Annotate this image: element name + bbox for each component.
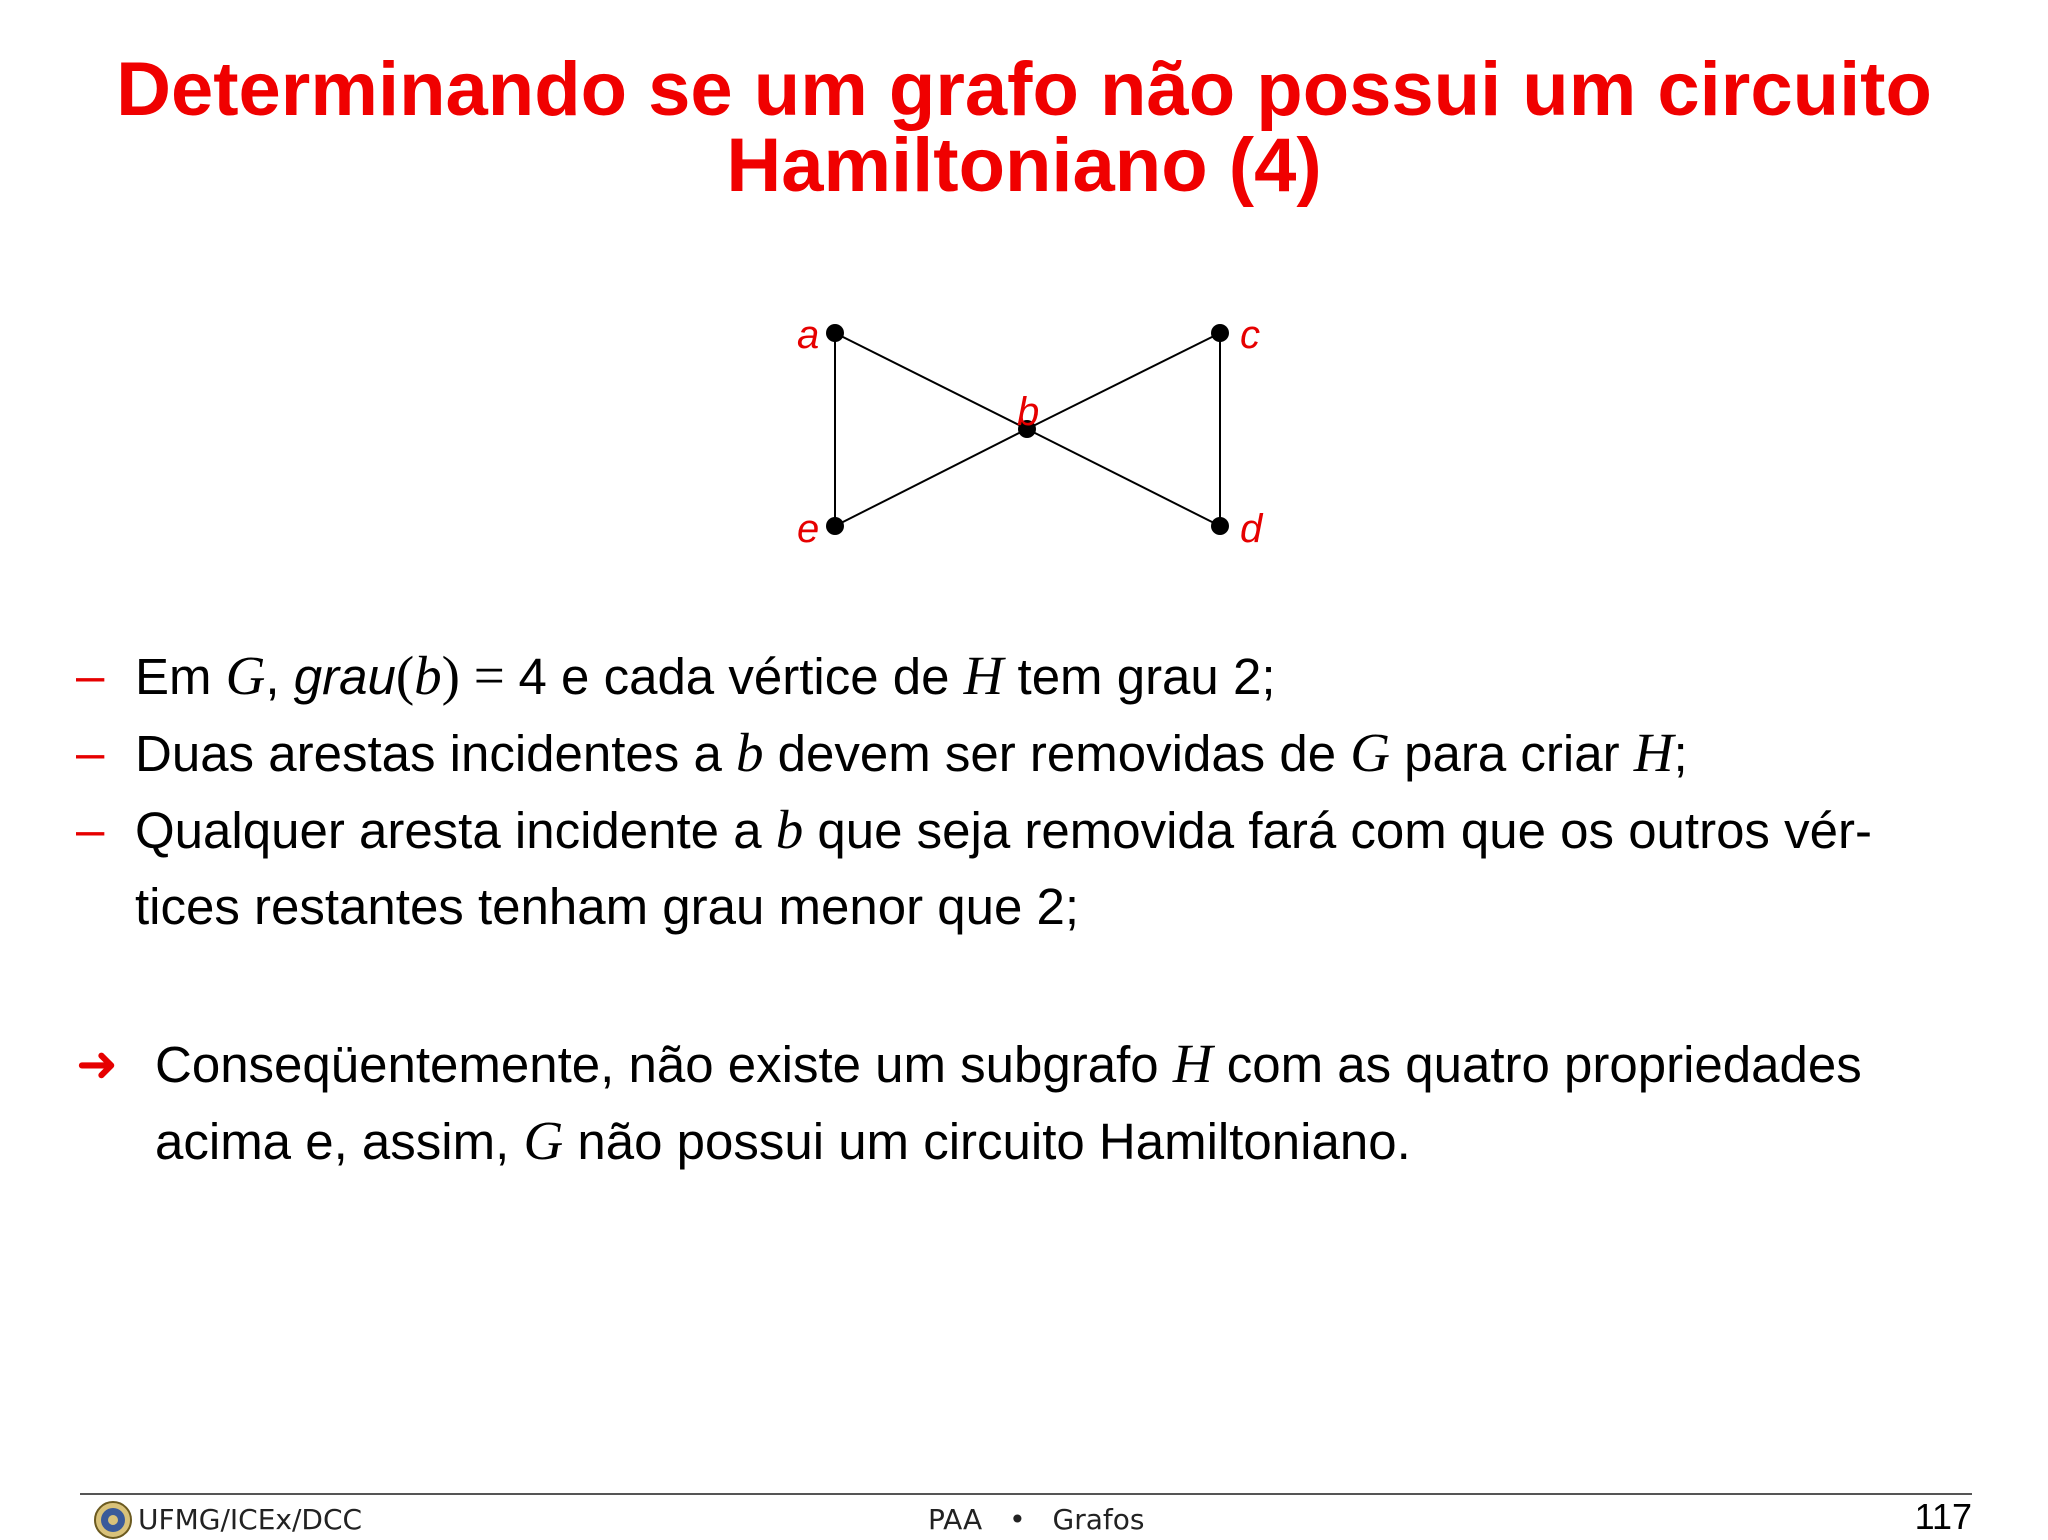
title-line-2: Hamiltoniano (4) [726,123,1322,208]
footer-institution: UFMG/ICEx/DCC [138,1503,363,1536]
footer-divider [80,1493,1972,1495]
vertex-label-d: d [1240,507,1263,551]
edge-b-c [1027,333,1220,429]
vertex-a [826,324,844,342]
edge-b-d [1027,429,1220,526]
vertex-label-a: a [797,313,820,357]
edge-e-b [835,429,1027,526]
edge-a-b [835,333,1027,429]
bullet-dash: – [76,801,105,858]
vertex-label-b: b [1017,390,1040,434]
bullet-3: Qualquer aresta incidente a b que seja removida fará com que os outros vér- [135,799,1872,860]
title-line-1: Determinando se um grafo não possui um circuito [116,47,1932,132]
bullet-3-continuation: tices restantes tenham grau menor que 2; [135,878,1080,935]
vertex-label-c: c [1240,313,1260,357]
bullet-2: Duas arestas incidentes a b devem ser removidas de G para criar H; [135,722,1688,783]
bullet-dash: – [76,647,105,704]
graph-diagram [0,0,2048,620]
bullet-dash: – [76,724,105,781]
vertex-e [826,517,844,535]
arrow-icon: ➜ [76,1036,118,1092]
bullet-1: Em G, grau(b) = 4 e cada vértice de H tem grau 2; [135,645,1276,706]
conclusion-line-2: acima e, assim, G não possui um circuito Hamiltoniano. [155,1110,1411,1171]
vertex-label-e: e [797,507,820,551]
footer-course: PAA • Grafos [928,1503,1145,1536]
page-number: 117 [1914,1496,1972,1537]
conclusion-line-1: Conseqüentemente, não existe um subgrafo H com as quatro propriedades [155,1033,1862,1094]
university-seal-icon [93,1500,133,1540]
vertex-c [1211,324,1229,342]
vertex-d [1211,517,1229,535]
